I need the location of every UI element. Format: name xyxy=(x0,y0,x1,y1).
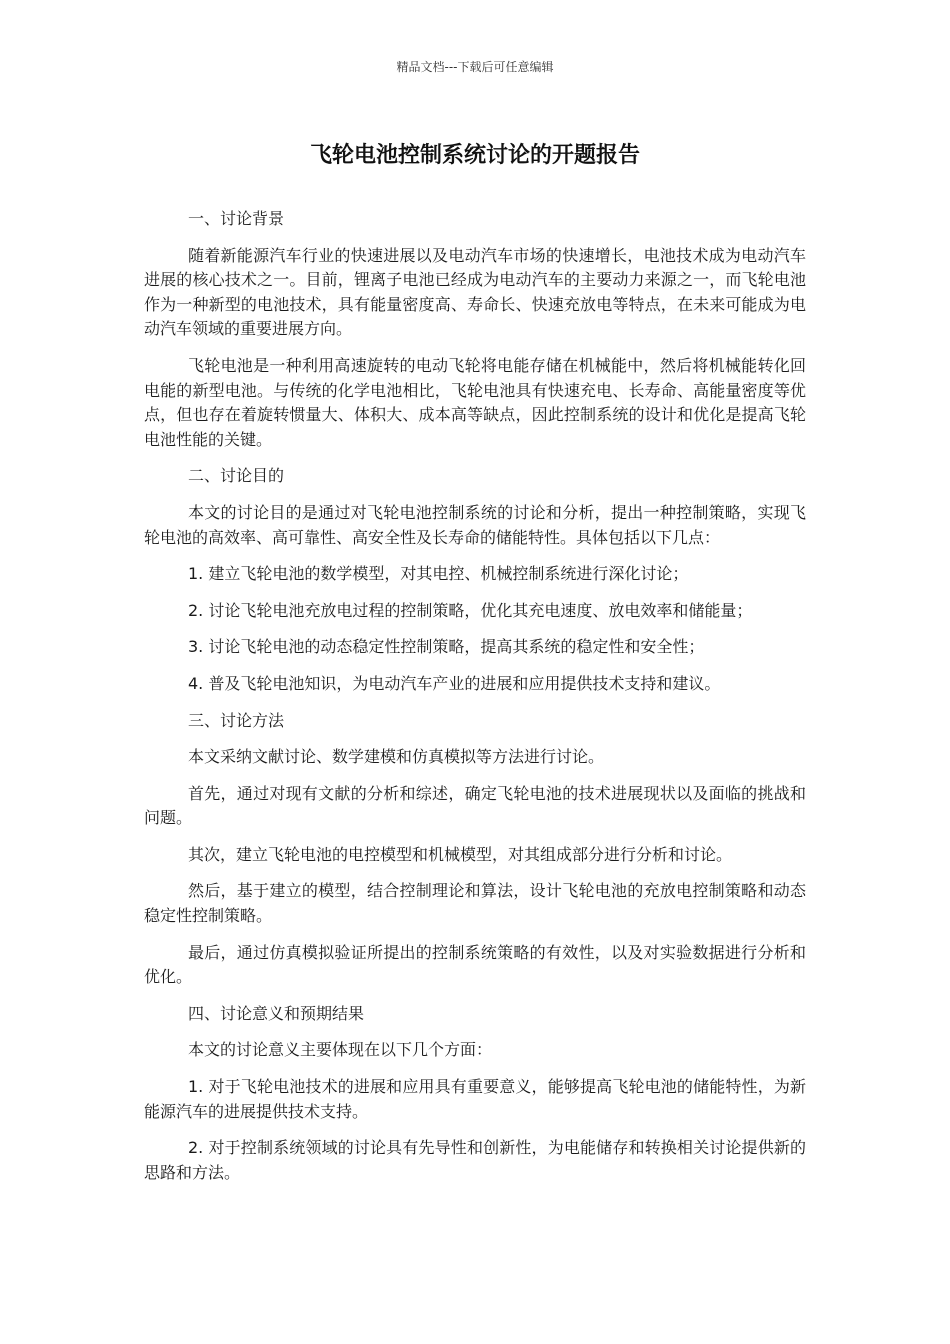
paragraph: 本文的讨论意义主要体现在以下几个方面： xyxy=(188,1040,493,1060)
paragraph: 最后，通过仿真模拟验证所提出的控制系统策略的有效性，以及对实验数据进行分析和优化。 xyxy=(144,942,806,987)
section-heading-background: 一、讨论背景 xyxy=(188,209,285,228)
list-item: 1. 对于飞轮电池技术的进展和应用具有重要意义，能够提高飞轮电池的储能特性，为新能源汽车的进展提供技术支持。 xyxy=(144,1077,806,1121)
list-item: 3. 讨论飞轮电池的动态稳定性控制策略，提高其系统的稳定性和安全性； xyxy=(188,637,705,657)
paragraph: 本文的讨论目的是通过对飞轮电池控制系统的讨论和分析，提出一种控制策略，实现飞轮电池的高效率、高可靠性、高安全性及长寿命的储能特性。具体包括以下几点： xyxy=(144,502,806,547)
header-note: 精品文档---下载后可任意编辑 xyxy=(396,60,554,74)
document-body xyxy=(144,207,806,1197)
list-item: 2. 讨论飞轮电池充放电过程的控制策略，优化其充电速度、放电效率和储能量； xyxy=(188,600,753,620)
list-item: 2. 对于控制系统领域的讨论具有先导性和创新性，为电能储存和转换相关讨论提供新的思路和方法。 xyxy=(144,1138,806,1182)
list-item: 4. 普及飞轮电池知识，为电动汽车产业的进展和应用提供技术支持和建议。 xyxy=(188,673,721,693)
paragraph: 本文采纳文献讨论、数学建模和仿真模拟等方法进行讨论。 xyxy=(188,747,605,767)
list-item: 1. 建立飞轮电池的数学模型，对其电控、机械控制系统进行深化讨论； xyxy=(188,564,689,584)
section-heading-significance: 四、讨论意义和预期结果 xyxy=(188,1003,365,1023)
section-heading-purpose: 二、讨论目的 xyxy=(188,466,285,486)
paragraph: 首先，通过对现有文献的分析和综述，确定飞轮电池的技术进展现状以及面临的挑战和问题。 xyxy=(144,783,806,828)
paragraph: 飞轮电池是一种利用高速旋转的电动飞轮将电能存储在机械能中，然后将机械能转化回电能的新型电池。与传统的化学电池相比，飞轮电池具有快速充电、长寿命、高能量密度等优点，但也存在着旋转惯量大、体积大、成本高等缺点，因此控制系统的设计和优化是提高飞轮电池性能的关键。 xyxy=(144,355,806,449)
paragraph: 其次，建立飞轮电池的电控模型和机械模型，对其组成部分进行分析和讨论。 xyxy=(188,844,733,864)
paragraph: 然后，基于建立的模型，结合控制理论和算法，设计飞轮电池的充放电控制策略和动态稳定性控制策略。 xyxy=(144,881,806,926)
section-heading-method: 三、讨论方法 xyxy=(188,710,285,730)
document-title: 飞轮电池控制系统讨论的开题报告 xyxy=(309,143,640,168)
paragraph: 随着新能源汽车行业的快速进展以及电动汽车市场的快速增长，电池技术成为电动汽车进展的核心技术之一。目前，锂离子电池已经成为电动汽车的主要动力来源之一，而飞轮电池作为一种新型的电池技术，具有能量密度高、寿命长、快速充放电等特点，在未来可能成为电动汽车领域的重要进展方向。 xyxy=(144,245,806,339)
